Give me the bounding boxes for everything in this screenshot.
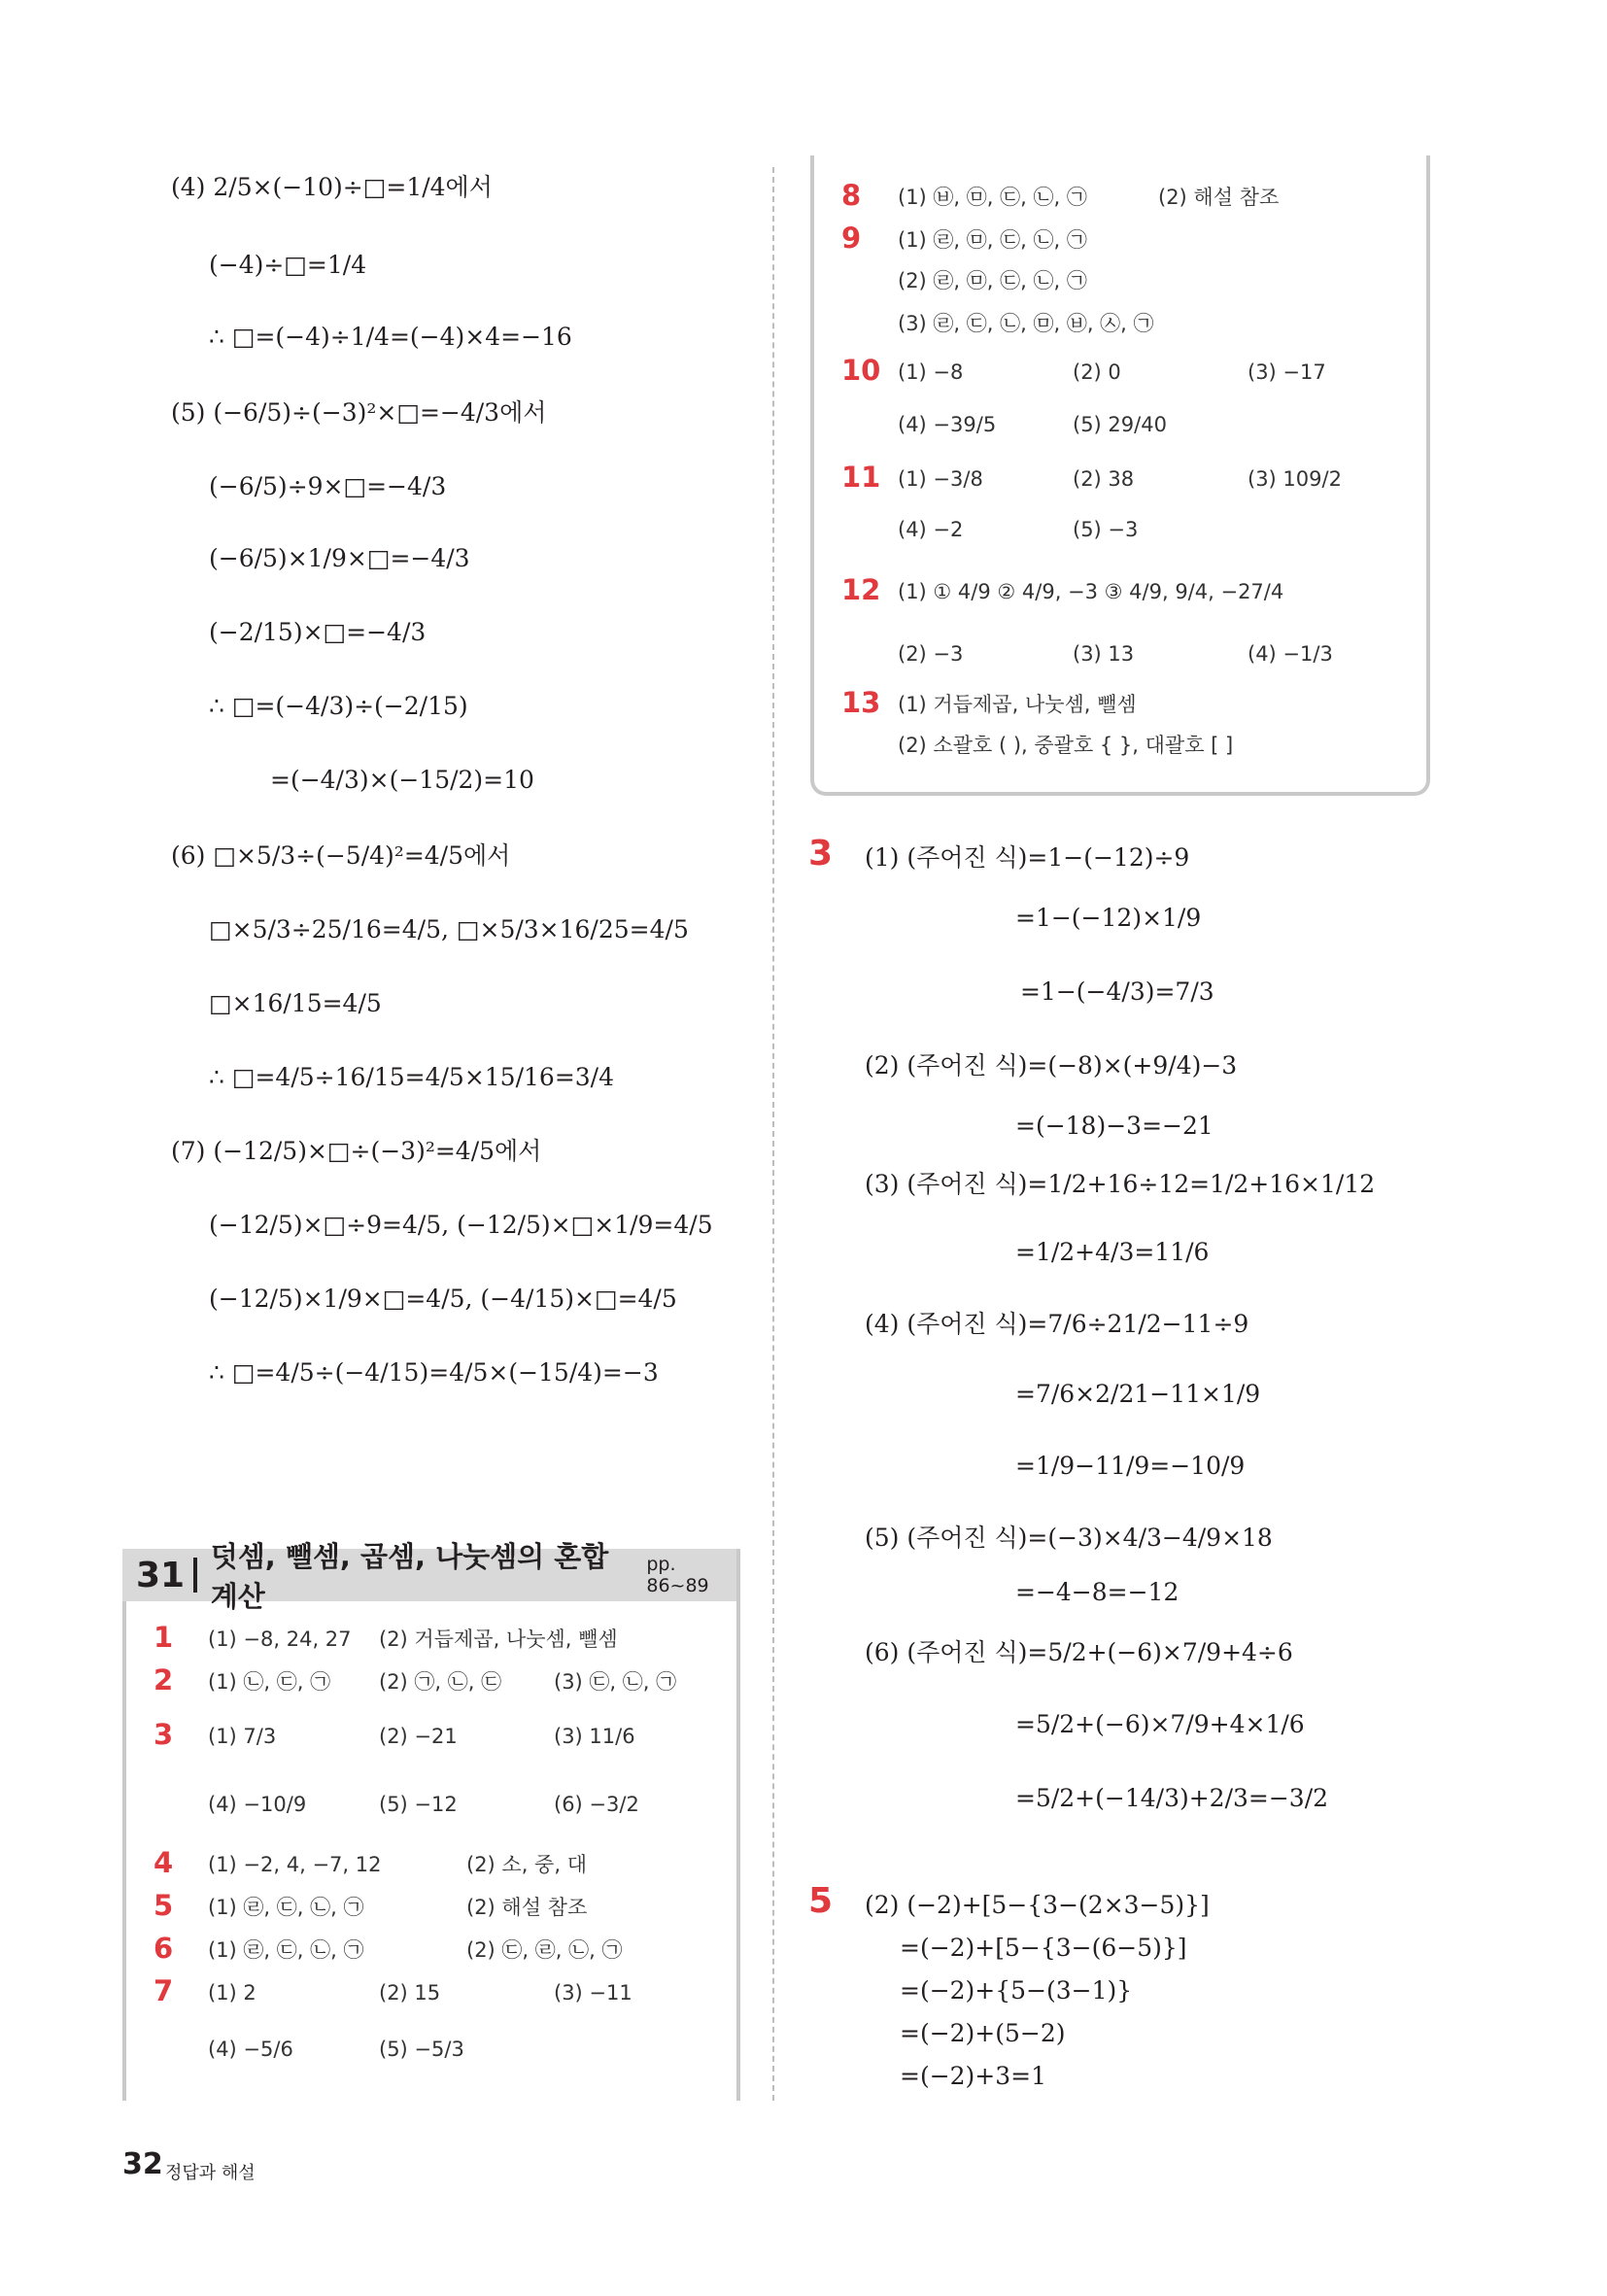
answer-number: 2 <box>154 1663 174 1696</box>
sol3-line: (5) (주어진 식)=(−3)×4/3−4/9×18 <box>865 1524 1273 1552</box>
sol3-line: =(−18)−3=−21 <box>1015 1112 1214 1140</box>
answer-item: (4) −39/5 <box>898 413 997 436</box>
sol3-line: (6) (주어진 식)=5/2+(−6)×7/9+4÷6 <box>865 1638 1293 1666</box>
answer-number: 13 <box>841 686 881 719</box>
answer-item: (3) 109/2 <box>1248 467 1342 491</box>
answer-number: 1 <box>154 1621 174 1654</box>
sol3-line: =7/6×2/21−11×1/9 <box>1015 1380 1261 1408</box>
answer-number: 7 <box>154 1974 174 2007</box>
p5-line-5: ∴ □=(−4/3)÷(−2/15) <box>209 692 468 720</box>
answer-item: (3) ㉣, ㉢, ㉡, ㉤, ㉥, ㉦, ㉠ <box>898 312 1154 335</box>
p6-line-1: (6) □×5/3÷(−5/4)²=4/5에서 <box>171 841 511 870</box>
answer-number: 4 <box>154 1846 174 1879</box>
answer-item: (5) 29/40 <box>1073 413 1167 436</box>
answer-item: (3) −11 <box>554 1981 633 2005</box>
page-number: 32 <box>122 2147 163 2181</box>
p5-line-2: (−6/5)÷9×□=−4/3 <box>209 472 447 500</box>
answer-item: (3) −17 <box>1248 360 1326 384</box>
footer-title: 정답과 해설 <box>165 2163 256 2183</box>
sol3-line: =1−(−4/3)=7/3 <box>1020 977 1214 1006</box>
answer-item: (1) −3/8 <box>898 467 983 491</box>
answer-item: (2) 15 <box>379 1981 441 2005</box>
p4-line-3: ∴ □=(−4)÷1/4=(−4)×4=−16 <box>209 323 572 351</box>
sol5-line: =(−2)+3=1 <box>900 2062 1047 2090</box>
answer-item: (1) ㉣, ㉢, ㉡, ㉠ <box>208 1896 364 1919</box>
answer-item: (1) ㉣, ㉤, ㉢, ㉡, ㉠ <box>898 228 1087 252</box>
p7-line-2: (−12/5)×□÷9=4/5, (−12/5)×□×1/9=4/5 <box>209 1211 713 1239</box>
answer-item: (5) −5/3 <box>379 2038 464 2061</box>
section-number: 31 <box>136 1555 186 1595</box>
answer-item: (4) −2 <box>898 518 964 541</box>
section-title: 덧셈, 뺄셈, 곱셈, 나눗셈의 혼합 계산 <box>210 1540 609 1613</box>
p6-line-2: □×5/3÷25/16=4/5, □×5/3×16/25=4/5 <box>209 915 689 943</box>
sol5-line: (2) (−2)+[5−{3−(2×3−5)}] <box>865 1891 1210 1919</box>
sol3-line: =−4−8=−12 <box>1015 1578 1180 1606</box>
sol5-line: =(−2)+[5−{3−(6−5)}] <box>900 1934 1187 1962</box>
answer-item: (2) 0 <box>1073 360 1121 384</box>
answer-item: (2) −3 <box>898 642 964 666</box>
answer-item: (4) −1/3 <box>1248 642 1333 666</box>
column-divider <box>772 167 774 2101</box>
answer-item: (2) 해설 참조 <box>466 1896 588 1919</box>
p4-line-1: (4) 2/5×(−10)÷□=1/4에서 <box>171 173 493 201</box>
answer-item: (2) 거듭제곱, 나눗셈, 뺄셈 <box>379 1628 618 1651</box>
sol3-line: =5/2+(−14/3)+2/3=−3/2 <box>1015 1784 1329 1812</box>
sol3-line: =1/9−11/9=−10/9 <box>1015 1452 1246 1480</box>
answer-item: (3) 13 <box>1073 642 1135 666</box>
p6-line-4: ∴ □=4/5÷16/15=4/5×15/16=3/4 <box>209 1063 615 1091</box>
p5-line-6: =(−4/3)×(−15/2)=10 <box>270 766 534 794</box>
p5-line-4: (−2/15)×□=−4/3 <box>209 618 427 646</box>
p7-line-3: (−12/5)×1/9×□=4/5, (−4/15)×□=4/5 <box>209 1285 677 1313</box>
solution-5-number: 5 <box>808 1881 834 1921</box>
answer-item: (5) −12 <box>379 1793 458 1816</box>
answer-number: 12 <box>841 573 881 606</box>
p5-line-1: (5) (−6/5)÷(−3)²×□=−4/3에서 <box>171 398 547 427</box>
answer-item: (1) −8 <box>898 360 964 384</box>
answer-item: (1) ㉥, ㉤, ㉢, ㉡, ㉠ <box>898 186 1087 209</box>
answer-number: 8 <box>841 179 862 212</box>
answer-number: 11 <box>841 461 881 494</box>
answer-item: (2) 소괄호 ( ), 중괄호 { }, 대괄호 [ ] <box>898 734 1234 757</box>
answer-item: (6) −3/2 <box>554 1793 639 1816</box>
section-pages: pp. 86~89 <box>646 1554 709 1596</box>
answer-item: (1) ㉡, ㉢, ㉠ <box>208 1670 331 1694</box>
p4-line-2: (−4)÷□=1/4 <box>209 251 367 279</box>
answer-item: (1) −2, 4, −7, 12 <box>208 1853 382 1876</box>
answer-item: (1) 2 <box>208 1981 256 2005</box>
answer-item: (2) ㉠, ㉡, ㉢ <box>379 1670 502 1694</box>
answer-item: (3) ㉢, ㉡, ㉠ <box>554 1670 677 1694</box>
solution-3-number: 3 <box>808 834 834 874</box>
answer-number: 3 <box>154 1718 174 1751</box>
sol3-line: (4) (주어진 식)=7/6÷21/2−11÷9 <box>865 1310 1249 1338</box>
answer-item: (2) ㉢, ㉣, ㉡, ㉠ <box>466 1938 623 1962</box>
answer-item: (5) −3 <box>1073 518 1139 541</box>
answer-item: (4) −5/6 <box>208 2038 293 2061</box>
answer-number: 10 <box>841 354 881 387</box>
answer-number: 9 <box>841 222 862 255</box>
sol3-line: =1−(−12)×1/9 <box>1015 904 1202 932</box>
answer-number: 5 <box>154 1889 174 1922</box>
answer-item: (1) ㉣, ㉢, ㉡, ㉠ <box>208 1938 364 1962</box>
sol3-line: (2) (주어진 식)=(−8)×(+9/4)−3 <box>865 1051 1238 1079</box>
section-header <box>122 1540 736 1613</box>
sol5-line: =(−2)+{5−(3−1)} <box>900 1976 1133 2005</box>
answer-item: (2) 38 <box>1073 467 1135 491</box>
answer-item: (3) 11/6 <box>554 1725 635 1748</box>
answer-item: (2) ㉣, ㉤, ㉢, ㉡, ㉠ <box>898 269 1087 292</box>
answer-item: (4) −10/9 <box>208 1793 307 1816</box>
sol3-line: (1) (주어진 식)=1−(−12)÷9 <box>865 843 1190 872</box>
p7-line-1: (7) (−12/5)×□÷(−3)²=4/5에서 <box>171 1137 542 1165</box>
answer-item: (2) −21 <box>379 1725 458 1748</box>
sol5-line: =(−2)+(5−2) <box>900 2019 1066 2047</box>
answer-number: 6 <box>154 1932 174 1965</box>
p6-line-3: □×16/15=4/5 <box>209 989 382 1017</box>
answer-item: (2) 해설 참조 <box>1158 186 1280 209</box>
answer-item: (1) 거듭제곱, 나눗셈, 뺄셈 <box>898 693 1137 716</box>
p7-line-4: ∴ □=4/5÷(−4/15)=4/5×(−15/4)=−3 <box>209 1358 659 1387</box>
answer-item: (2) 소, 중, 대 <box>466 1853 587 1876</box>
sol3-line: =1/2+4/3=11/6 <box>1015 1238 1210 1266</box>
sol3-line: (3) (주어진 식)=1/2+16÷12=1/2+16×1/12 <box>865 1170 1376 1198</box>
sol3-line: =5/2+(−6)×7/9+4×1/6 <box>1015 1710 1305 1738</box>
answer-item: (1) 7/3 <box>208 1725 277 1748</box>
answer-item: (1) ① 4/9 ② 4/9, −3 ③ 4/9, 9/4, −27/4 <box>898 580 1284 603</box>
section-divider <box>193 1558 197 1593</box>
answer-item: (1) −8, 24, 27 <box>208 1628 352 1651</box>
p5-line-3: (−6/5)×1/9×□=−4/3 <box>209 544 470 572</box>
